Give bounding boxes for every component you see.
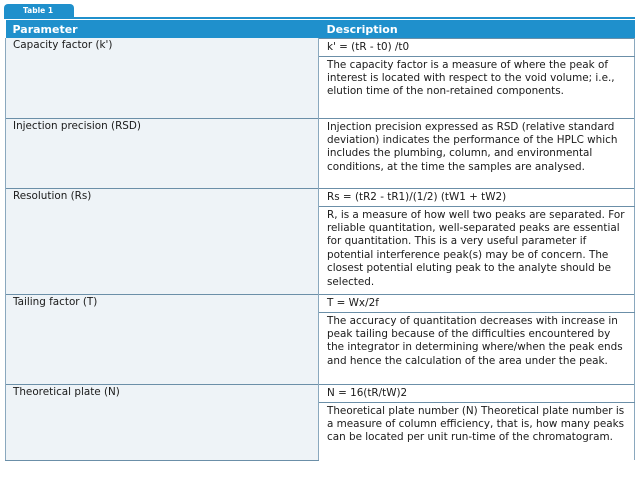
- parameter-name: Injection precision (RSD): [13, 119, 141, 132]
- parameter-name: Capacity factor (k'): [13, 39, 113, 51]
- explanation-cell: [319, 118, 635, 188]
- table-row: [6, 38, 635, 56]
- parameter-cell: [6, 188, 319, 294]
- table-row: [6, 384, 635, 402]
- table-label: Table 1: [4, 4, 74, 18]
- explanation-cell: [319, 402, 635, 460]
- formula-text: Rs = (tR2 - tR1)/(1/2) (tW1 + tW2): [327, 190, 507, 203]
- formula-cell: [319, 294, 635, 312]
- header-parameter: Parameter: [6, 20, 319, 38]
- formula-cell: [319, 38, 635, 56]
- table-row: [6, 118, 635, 188]
- parameter-name: Tailing factor (T): [13, 295, 98, 308]
- explanation-cell: [319, 206, 635, 294]
- explanation-text: Theoretical plate number (N) Theoretical plate number is a measure of column efficiency, that is, how many peaks can be located per unit run-time of the chromatogram.: [327, 404, 625, 444]
- explanation-text: Injection precision expressed as RSD (relative standard deviation) indicates the performance of the HPLC which includes the plumbing, column, and environmental conditions, at the time the samples are analysed.: [327, 120, 618, 173]
- table-header-row: [6, 20, 635, 38]
- parameter-cell: [6, 384, 319, 460]
- explanation-cell: [319, 56, 635, 118]
- explanation-text: The capacity factor is a measure of where the peak of interest is located with respect to the void volume; i.e., elution time of the non-retained components.: [327, 58, 615, 98]
- system-suitability-table: [5, 20, 635, 461]
- formula-cell: [319, 188, 635, 206]
- parameter-cell: [6, 38, 319, 118]
- table-row: [6, 294, 635, 312]
- explanation-text: The accuracy of quantitation decreases with increase in peak tailing because of the difficulties encountered by the integrator in determining where/when the peak ends and hence the calculation of the area under the peak.: [327, 314, 623, 367]
- table-container: [5, 20, 634, 461]
- formula-text: T = Wx/2f: [327, 296, 379, 309]
- explanation-cell: [319, 312, 635, 384]
- explanation-text: R, is a measure of how well two peaks are separated. For reliable quantitation, well-separated peaks are essential for quantitation. This is a very useful parameter if potential interference peak(s) may be of concern. The closest potential eluting peak to the analyte should be selected.: [327, 208, 625, 288]
- formula-text: N = 16(tR/tW)2: [327, 386, 408, 399]
- parameter-cell: [6, 118, 319, 188]
- header-description: Description: [319, 20, 635, 38]
- formula-text: k' = (tR - t0) /t0: [327, 40, 410, 53]
- table-row: [6, 188, 635, 206]
- formula-cell: [319, 384, 635, 402]
- table-label-rule: [4, 17, 635, 19]
- parameter-cell: [6, 294, 319, 384]
- parameter-name: Theoretical plate (N): [13, 385, 120, 398]
- parameter-name: Resolution (Rs): [13, 189, 92, 202]
